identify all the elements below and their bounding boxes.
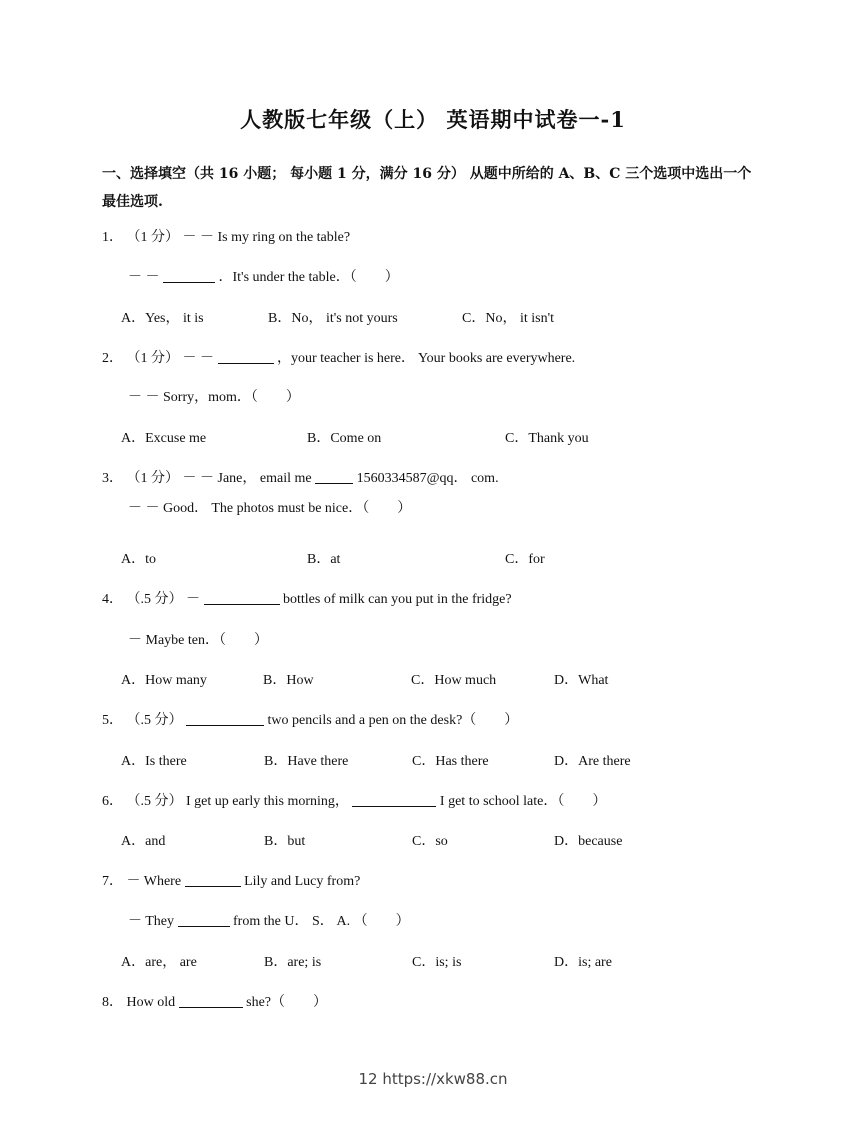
- question-score: （1 分）: [126, 471, 179, 486]
- question-text: ．It's under the table．（ ）: [218, 270, 399, 285]
- question-number: 2．: [102, 351, 123, 366]
- question-number: 7．: [102, 874, 123, 889]
- answer-blank: [315, 469, 353, 484]
- option-c: C．Has there: [412, 754, 489, 769]
- option-a: A．How many: [121, 673, 207, 688]
- question-number: 3．: [102, 471, 123, 486]
- option-d: D．because: [554, 834, 623, 849]
- answer-blank: [352, 792, 436, 807]
- page-footer: 12 https://xkw88.cn: [358, 1070, 508, 1088]
- question-text: － － Jane， email me: [182, 471, 312, 486]
- question-number: 4．: [102, 592, 123, 607]
- option-c: C．is; is: [412, 955, 462, 970]
- question-text: from the U． S． A. （ ）: [233, 914, 410, 929]
- option-b: B．Have there: [264, 754, 349, 769]
- option-a: A．Is there: [121, 754, 187, 769]
- option-c: C．so: [412, 834, 448, 849]
- question-text: － They: [128, 914, 175, 929]
- question-text: she?（ ）: [246, 995, 328, 1010]
- option-b: B．No， it's not yours: [268, 311, 398, 326]
- question-7: [102, 872, 360, 892]
- question-text: 1560334587@qq． com.: [356, 471, 499, 486]
- question-2-reply: － － Sorry，mom．（ ）: [128, 390, 300, 405]
- question-text: ，your teacher is here． Your books are everywhere.: [277, 351, 576, 366]
- question-6: [102, 792, 606, 812]
- question-4: [102, 590, 512, 610]
- question-3: [102, 469, 499, 489]
- question-number: 8．: [102, 995, 123, 1010]
- option-a: A．to: [121, 552, 156, 567]
- question-text: I get up early this morning，: [186, 794, 349, 809]
- option-a: A．are， are: [121, 955, 197, 970]
- question-score: （.5 分）: [126, 713, 183, 728]
- answer-blank: [186, 711, 264, 726]
- section-instructions: 一、选择填空（共 16 小题； 每小题 1 分，满分 16 分） 从题中所给的 A、B、C 三个选项中选出一个最佳选项.: [102, 166, 752, 210]
- question-4-reply: － Maybe ten．（ ）: [128, 633, 268, 648]
- dialog-dash: －: [186, 592, 200, 607]
- option-a: A．and: [121, 834, 166, 849]
- answer-blank: [204, 590, 280, 605]
- question-2: [102, 349, 575, 369]
- question-score: （1 分）: [126, 351, 179, 366]
- option-b: B．Come on: [307, 431, 382, 446]
- answer-blank: [185, 872, 241, 887]
- option-b: B．but: [264, 834, 306, 849]
- answer-blank: [179, 993, 243, 1008]
- option-d: D．What: [554, 673, 609, 688]
- option-c: C．How much: [411, 673, 497, 688]
- option-c: C．No， it isn't: [462, 311, 554, 326]
- option-a: A．Yes， it is: [121, 311, 204, 326]
- option-a: A．Excuse me: [121, 431, 207, 446]
- question-text: Lily and Lucy from?: [244, 874, 361, 889]
- question-1-reply: [128, 268, 399, 288]
- question-text: bottles of milk can you put in the fridge?: [283, 592, 512, 607]
- question-text: two pencils and a pen on the desk?（ ）: [267, 713, 519, 728]
- question-text: － Where: [126, 874, 182, 889]
- option-b: B．How: [263, 673, 314, 688]
- question-5: [102, 711, 518, 731]
- question-number: 6．: [102, 794, 123, 809]
- option-b: B．are; is: [264, 955, 322, 970]
- dialog-dash: － －: [128, 270, 160, 285]
- question-number: 5．: [102, 713, 123, 728]
- question-text: How old: [126, 995, 176, 1010]
- option-c: C．Thank you: [505, 431, 589, 446]
- option-d: D．Are there: [554, 754, 631, 769]
- question-score: （.5 分）: [126, 794, 183, 809]
- question-text: I get to school late．（ ）: [439, 794, 607, 809]
- option-d: D．is; are: [554, 955, 612, 970]
- page-title: 人教版七年级（上） 英语期中试卷一-1: [240, 107, 626, 132]
- question-8: [102, 993, 327, 1013]
- question-text: － － Is my ring on the table?: [182, 230, 351, 245]
- question-score: （1 分）: [126, 230, 179, 245]
- dialog-dash: － －: [182, 351, 214, 366]
- option-b: B．at: [307, 552, 341, 567]
- question-3-reply: － － Good． The photos must be nice．（ ）: [128, 501, 412, 516]
- question-score: （.5 分）: [126, 592, 183, 607]
- option-c: C．for: [505, 552, 545, 567]
- answer-blank: [178, 912, 230, 927]
- answer-blank: [218, 349, 274, 364]
- question-number: 1．: [102, 230, 123, 245]
- question-7-reply: [128, 912, 410, 932]
- question-1: [102, 228, 350, 248]
- answer-blank: [163, 268, 215, 283]
